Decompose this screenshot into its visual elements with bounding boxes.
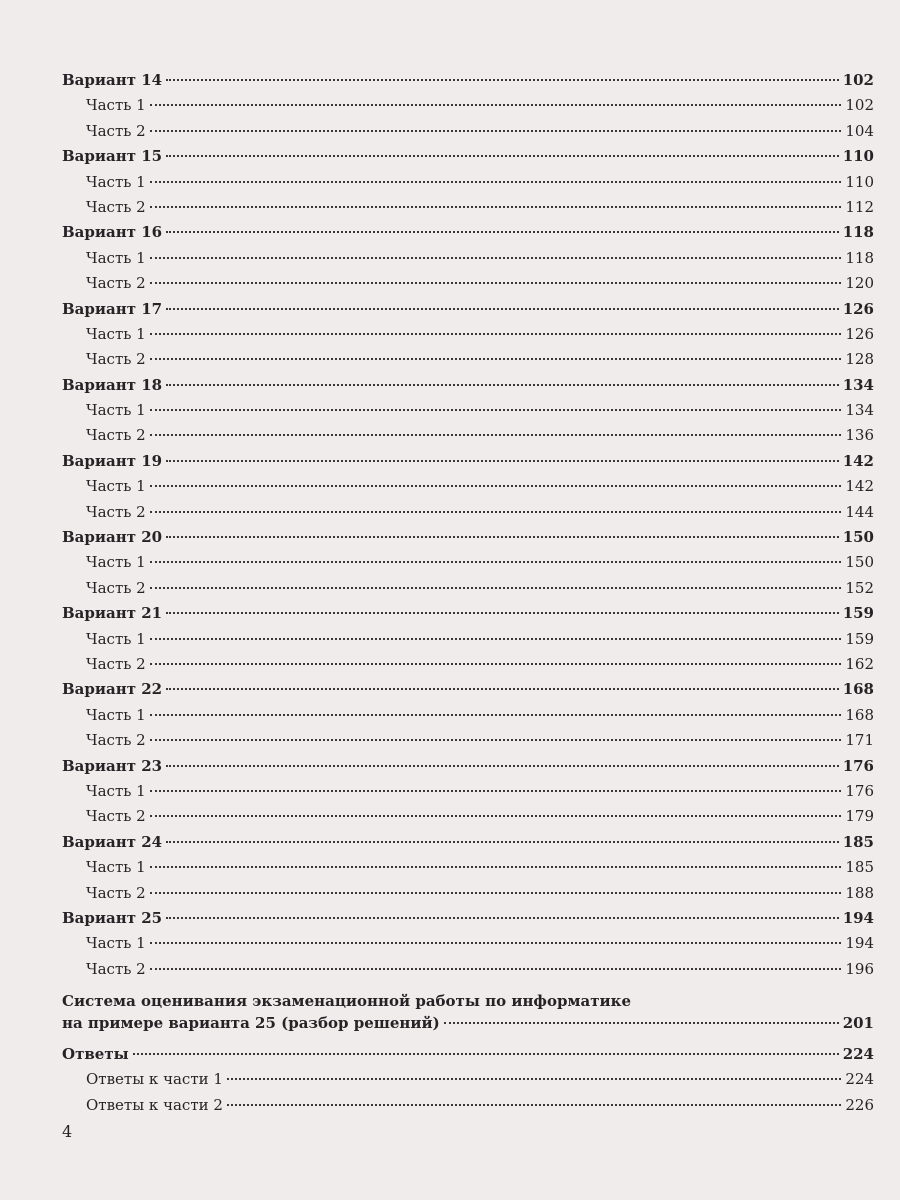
toc-entry-part-label: Часть 1	[86, 858, 146, 877]
toc-entry-part[interactable]	[62, 957, 874, 982]
toc-entry-part-label: Часть 2	[86, 426, 146, 445]
page-number: 134	[842, 375, 874, 394]
dot-leader	[150, 181, 842, 183]
page-number: 126	[845, 324, 874, 343]
page-number: 142	[845, 477, 874, 496]
dot-leader	[150, 409, 842, 411]
dot-leader	[150, 282, 842, 284]
page-number: 152	[845, 578, 874, 597]
page-number: 144	[845, 502, 874, 521]
grading-title-line2: на примере варианта 25 (разбор решений)	[62, 1014, 440, 1033]
dot-leader	[166, 765, 839, 767]
toc-entry-part-label: Часть 2	[86, 654, 146, 673]
dot-leader	[150, 587, 842, 589]
toc-entry-variant-label: Вариант 18	[62, 375, 163, 394]
toc-entry-part[interactable]	[62, 855, 874, 880]
page-number: 159	[842, 604, 874, 623]
page-number: 136	[845, 426, 874, 445]
toc-entry-part[interactable]	[62, 652, 874, 677]
toc-entry-part[interactable]	[62, 576, 874, 601]
page-number: 168	[842, 680, 874, 699]
page-number: 171	[845, 731, 874, 750]
toc-entry-part-label: Часть 2	[86, 121, 146, 140]
dot-leader	[444, 1022, 839, 1024]
page-number: 104	[845, 121, 874, 140]
page-number: 224	[842, 1045, 874, 1064]
toc-entry-variant[interactable]	[62, 297, 874, 322]
toc-entry-part[interactable]	[62, 170, 874, 195]
page-number: 150	[845, 553, 874, 572]
dot-leader	[227, 1078, 841, 1080]
variant-list	[62, 68, 874, 982]
grading-title-row	[62, 1012, 874, 1034]
dot-leader	[150, 815, 842, 817]
toc-entry-variant-label: Вариант 24	[62, 832, 163, 851]
toc-entry-part[interactable]	[62, 931, 874, 956]
toc-entry-variant-label: Вариант 16	[62, 223, 163, 242]
page-number: 179	[845, 807, 874, 826]
dot-leader	[150, 257, 842, 259]
page-number: 150	[842, 528, 874, 547]
toc-entry-part[interactable]	[62, 322, 874, 347]
page-number: 226	[845, 1095, 874, 1114]
toc-entry-part-label: Часть 1	[86, 172, 146, 191]
answers-part-label: Ответы к части 1	[86, 1070, 223, 1089]
answers-title: Ответы	[62, 1045, 129, 1064]
toc-entry-part[interactable]	[62, 398, 874, 423]
toc-entry-part-label: Часть 2	[86, 350, 146, 369]
page-number: 185	[845, 858, 874, 877]
toc-entry-variant[interactable]	[62, 754, 874, 779]
toc-entry-answers-part[interactable]	[62, 1067, 874, 1092]
dot-leader	[166, 155, 839, 157]
toc-entry-variant[interactable]	[62, 449, 874, 474]
page-number: 110	[845, 172, 874, 191]
toc-entry-part[interactable]	[62, 246, 874, 271]
dot-leader	[166, 917, 839, 919]
toc-entry-part-label: Часть 1	[86, 248, 146, 267]
toc-entry-part-label: Часть 1	[86, 477, 146, 496]
toc-entry-part[interactable]	[62, 728, 874, 753]
page-number: 159	[845, 629, 874, 648]
toc-entry-variant[interactable]	[62, 373, 874, 398]
dot-leader	[150, 790, 842, 792]
toc-entry-part[interactable]	[62, 423, 874, 448]
dot-leader	[150, 130, 842, 132]
toc-entry-part-label: Часть 1	[86, 781, 146, 800]
page-number: 102	[845, 96, 874, 115]
toc-entry-variant[interactable]	[62, 220, 874, 245]
toc-entry-part-label: Часть 1	[86, 324, 146, 343]
page-number: 176	[845, 781, 874, 800]
toc-entry-part[interactable]	[62, 627, 874, 652]
toc-entry-variant-label: Вариант 14	[62, 71, 163, 89]
page-number: 118	[845, 248, 874, 267]
page-number: 168	[845, 705, 874, 724]
toc-entry-variant-label: Вариант 21	[62, 604, 163, 623]
toc-entry-part[interactable]	[62, 347, 874, 372]
toc-entry-part[interactable]	[62, 195, 874, 220]
toc-entry-answers[interactable]	[62, 1042, 874, 1067]
toc-entry-part[interactable]	[62, 881, 874, 906]
dot-leader	[150, 866, 842, 868]
toc-entry-variant[interactable]	[62, 677, 874, 702]
page-number: 128	[845, 350, 874, 369]
page-number: 112	[845, 197, 874, 216]
toc-entry-part-label: Часть 2	[86, 959, 146, 978]
toc-entry-variant[interactable]	[62, 906, 874, 931]
page-folio: 4	[62, 1122, 73, 1141]
page-number: 162	[845, 654, 874, 673]
page-number: 176	[842, 756, 874, 775]
toc-entry-variant[interactable]	[62, 68, 874, 93]
toc-entry-variant-label: Вариант 15	[62, 147, 163, 166]
dot-leader	[166, 841, 839, 843]
toc-entry-part-label: Часть 2	[86, 197, 146, 216]
toc-entry-variant[interactable]	[62, 525, 874, 550]
toc-entry-part[interactable]	[62, 703, 874, 728]
dot-leader	[150, 638, 842, 640]
toc-entry-variant-label: Вариант 23	[62, 756, 163, 775]
toc-entry-part[interactable]	[62, 119, 874, 144]
toc-entry-variant-label: Вариант 17	[62, 299, 163, 318]
dot-leader	[166, 231, 839, 233]
toc-entry-part-label: Часть 2	[86, 274, 146, 293]
dot-leader	[150, 485, 842, 487]
dot-leader	[150, 511, 842, 513]
dot-leader	[150, 892, 842, 894]
toc-entry-part-label: Часть 1	[86, 553, 146, 572]
toc-entry-part-label: Часть 2	[86, 578, 146, 597]
page-number: 185	[842, 832, 874, 851]
grading-title-line1: Система оценивания экзаменационной работы по информатике	[62, 992, 631, 1011]
page-number: 194	[842, 908, 874, 927]
dot-leader	[150, 206, 842, 208]
answers-part-label: Ответы к части 2	[86, 1095, 223, 1114]
dot-leader	[133, 1053, 839, 1055]
toc-entry-part-label: Часть 1	[86, 401, 146, 420]
dot-leader	[150, 434, 842, 436]
toc-entry-variant-label: Вариант 19	[62, 451, 163, 470]
toc-entry-part-label: Часть 2	[86, 502, 146, 521]
toc-entry-part-label: Часть 1	[86, 705, 146, 724]
toc-entry-part[interactable]	[62, 779, 874, 804]
dot-leader	[166, 688, 839, 690]
dot-leader	[166, 460, 839, 462]
page-number: 201	[842, 1014, 874, 1033]
dot-leader	[166, 384, 839, 386]
toc-entry-part[interactable]	[62, 804, 874, 829]
dot-leader	[166, 612, 839, 614]
toc-entry-part-label: Часть 1	[86, 96, 146, 115]
dot-leader	[150, 333, 842, 335]
table-of-contents	[62, 68, 874, 1118]
page-number: 196	[845, 959, 874, 978]
page-number: 188	[845, 883, 874, 902]
dot-leader	[150, 968, 842, 970]
page-number: 120	[845, 274, 874, 293]
page-number: 194	[845, 934, 874, 953]
toc-entry-grading[interactable]	[62, 990, 874, 1034]
toc-entry-variant-label: Вариант 25	[62, 908, 163, 927]
toc-entry-part[interactable]	[62, 550, 874, 575]
toc-entry-part[interactable]	[62, 271, 874, 296]
page-number: 126	[842, 299, 874, 318]
toc-entry-variant[interactable]	[62, 601, 874, 626]
dot-leader	[150, 358, 842, 360]
toc-entry-part-label: Часть 2	[86, 807, 146, 826]
toc-entry-variant[interactable]	[62, 144, 874, 169]
page-number: 110	[842, 147, 874, 166]
toc-entry-part-label: Часть 2	[86, 883, 146, 902]
page-number: 134	[845, 401, 874, 420]
page-number: 102	[842, 71, 874, 89]
dot-leader	[150, 663, 842, 665]
dot-leader	[150, 739, 842, 741]
toc-entry-variant[interactable]	[62, 830, 874, 855]
dot-leader	[150, 714, 842, 716]
dot-leader	[150, 561, 842, 563]
dot-leader	[166, 79, 839, 81]
dot-leader	[166, 308, 839, 310]
toc-entry-part-label: Часть 2	[86, 731, 146, 750]
toc-entry-part[interactable]	[62, 500, 874, 525]
toc-entry-variant-label: Вариант 20	[62, 528, 163, 547]
dot-leader	[166, 536, 839, 538]
dot-leader	[227, 1104, 841, 1106]
page-number: 118	[842, 223, 874, 242]
dot-leader	[150, 104, 842, 106]
toc-entry-answers-part[interactable]	[62, 1093, 874, 1118]
page-number: 142	[842, 451, 874, 470]
toc-entry-part[interactable]	[62, 93, 874, 118]
toc-entry-part[interactable]	[62, 474, 874, 499]
toc-entry-variant-label: Вариант 22	[62, 680, 163, 699]
page-number: 224	[845, 1070, 874, 1089]
dot-leader	[150, 942, 842, 944]
toc-entry-part-label: Часть 1	[86, 629, 146, 648]
toc-entry-part-label: Часть 1	[86, 934, 146, 953]
